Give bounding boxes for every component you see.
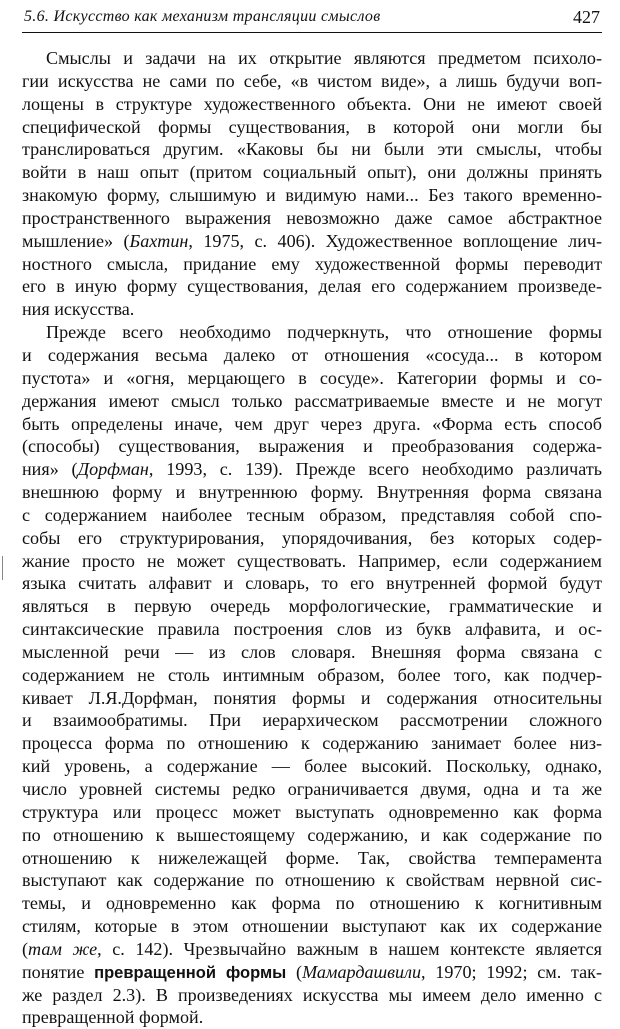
text-line: превращенной формой.: [22, 1007, 204, 1028]
text-line: выступают как содержание по отношению к свойствам нервной сис-: [22, 870, 602, 891]
text-segment: ния» (: [22, 459, 78, 480]
text-segment: понятие: [22, 961, 95, 982]
text-segment: , 1993, с. 139). Прежде всего необходимо различать: [148, 459, 602, 480]
text-line: держания имеют смысл только рассматриваемые вместе и не могут: [22, 390, 602, 411]
text-line: являться в первую очередь морфологические, грамматические и: [22, 596, 602, 617]
bold-term: превращенной формы: [94, 963, 287, 982]
text-line: с содержанием наиболее тесным образом, представляя собой спо-: [22, 504, 602, 525]
text-line: кивает Л.Я.Дорфман, понятия формы и содержания относительны: [22, 687, 602, 708]
page-number: 427: [573, 7, 600, 27]
text-line: же раздел 2.3). В произведениях искусства мы имеем дело именно с: [22, 984, 602, 1005]
text-line: собы его структурирования, упорядочивания, без которых содер-: [22, 527, 602, 548]
text-line: Смыслы и задачи на их открытие являются предметом психоло-: [46, 48, 602, 68]
text-segment: (: [22, 938, 29, 959]
italic-citation: Мамардашвили: [302, 961, 422, 982]
text-line: лощены в структуре художественного объекта. Они не имеют своей: [22, 93, 602, 114]
text-line: (способы) существования, выражения и преобразования содержа-: [22, 436, 602, 457]
text-segment: мышление» (: [22, 230, 130, 251]
text-line: ния искусства.: [22, 299, 135, 320]
text-line: быть определены иначе, чем друг через друга. «Форма есть способ: [22, 413, 602, 434]
text-line: войти в наш опыт (притом социальный опыт), они должны принять: [22, 162, 602, 183]
text-segment: , 1975, с. 406). Художественное воплощение лич-: [188, 230, 603, 251]
text-line: [22, 938, 602, 961]
italic-citation: Дорфман: [77, 459, 149, 480]
text-line: гии искусства не сами по себе, «в чистом виде», а лишь будучи воп-: [22, 70, 602, 91]
text-line: пустота» и «огня, мерцающего в сосуде». Категории формы и со-: [22, 367, 602, 388]
italic-citation: Бахтин: [129, 230, 189, 251]
text-line: языка считать алфавит и словарь, то его внутренней формой будут: [22, 573, 602, 594]
text-line: и взаимообратимы. При иерархическом рассмотрении сложного: [22, 710, 602, 731]
text-line: знакомую форму, слышимую и видимую нами... Без такого временно-: [22, 185, 602, 206]
text-line: процесса форма по отношению к содержанию занимает более низ-: [22, 733, 602, 754]
text-line: содержанием не столь интимным образом, более того, как подчер-: [22, 664, 602, 685]
text-line: по отношению к вышестоящему содержанию, и как содержание по: [22, 824, 602, 845]
text-line: внешнюю форму и внутреннюю форму. Внутренняя форма связана: [22, 482, 602, 503]
text-line: транслироваться другим. «Каковы бы ни были эти смыслы, чтобы: [22, 139, 602, 160]
text-segment: , с. 142). Чрезвычайно важным в нашем контексте является: [97, 938, 602, 959]
text-line: кий уровень, а содержание — более высокий. Поскольку, однако,: [22, 756, 602, 777]
text-line: специфической формы существования, в которой они могли бы: [22, 116, 602, 137]
text-line: Прежде всего необходимо подчеркнуть, что отношение формы: [46, 322, 602, 343]
text-line: пространственного выражения невозможно даже самое абстрактное: [22, 207, 602, 228]
text-line: структура или процесс может выступать одновременно как форма: [22, 801, 602, 822]
paragraph-1: [22, 47, 602, 321]
text-line: жание просто не может существовать. Например, если содержанием: [22, 550, 602, 571]
section-title: 5.6. Искусство как механизм трансляции смыслов: [24, 8, 381, 25]
paragraph-2: [22, 321, 602, 1029]
text-line: [22, 458, 602, 481]
text-line: ностного смысла, придание ему художественной формы переводит: [22, 253, 602, 274]
running-header: [22, 6, 602, 33]
text-line: [22, 230, 602, 253]
text-line: синтаксические правила построения слов из букв алфавита, и ос-: [22, 619, 602, 640]
text-line: [22, 961, 602, 984]
text-line: стилям, которые в этом отношении выступают как их содержание: [22, 916, 602, 937]
body-text: [22, 47, 602, 1029]
text-line: отношению к нижележащей форме. Так, свойства темперамента: [22, 847, 602, 868]
text-line: его в иную форму существования, делая его содержанием произведе-: [22, 276, 602, 297]
text-segment: , 1970; 1992; см. так-: [421, 961, 602, 982]
text-line: число уровней системы редко ограничивается двумя, одна и та же: [22, 779, 602, 799]
italic-citation: там же: [28, 938, 98, 959]
margin-mark: [2, 556, 7, 580]
text-line: мысленной речи — из слов словаря. Внешняя форма связана с: [22, 641, 602, 662]
text-line: темы, и одновременно как форма по отношению к когнитивным: [22, 893, 602, 914]
text-line: и содержания весьма далеко от отношения «сосуда... в котором: [22, 344, 602, 365]
text-segment: (: [286, 961, 303, 982]
